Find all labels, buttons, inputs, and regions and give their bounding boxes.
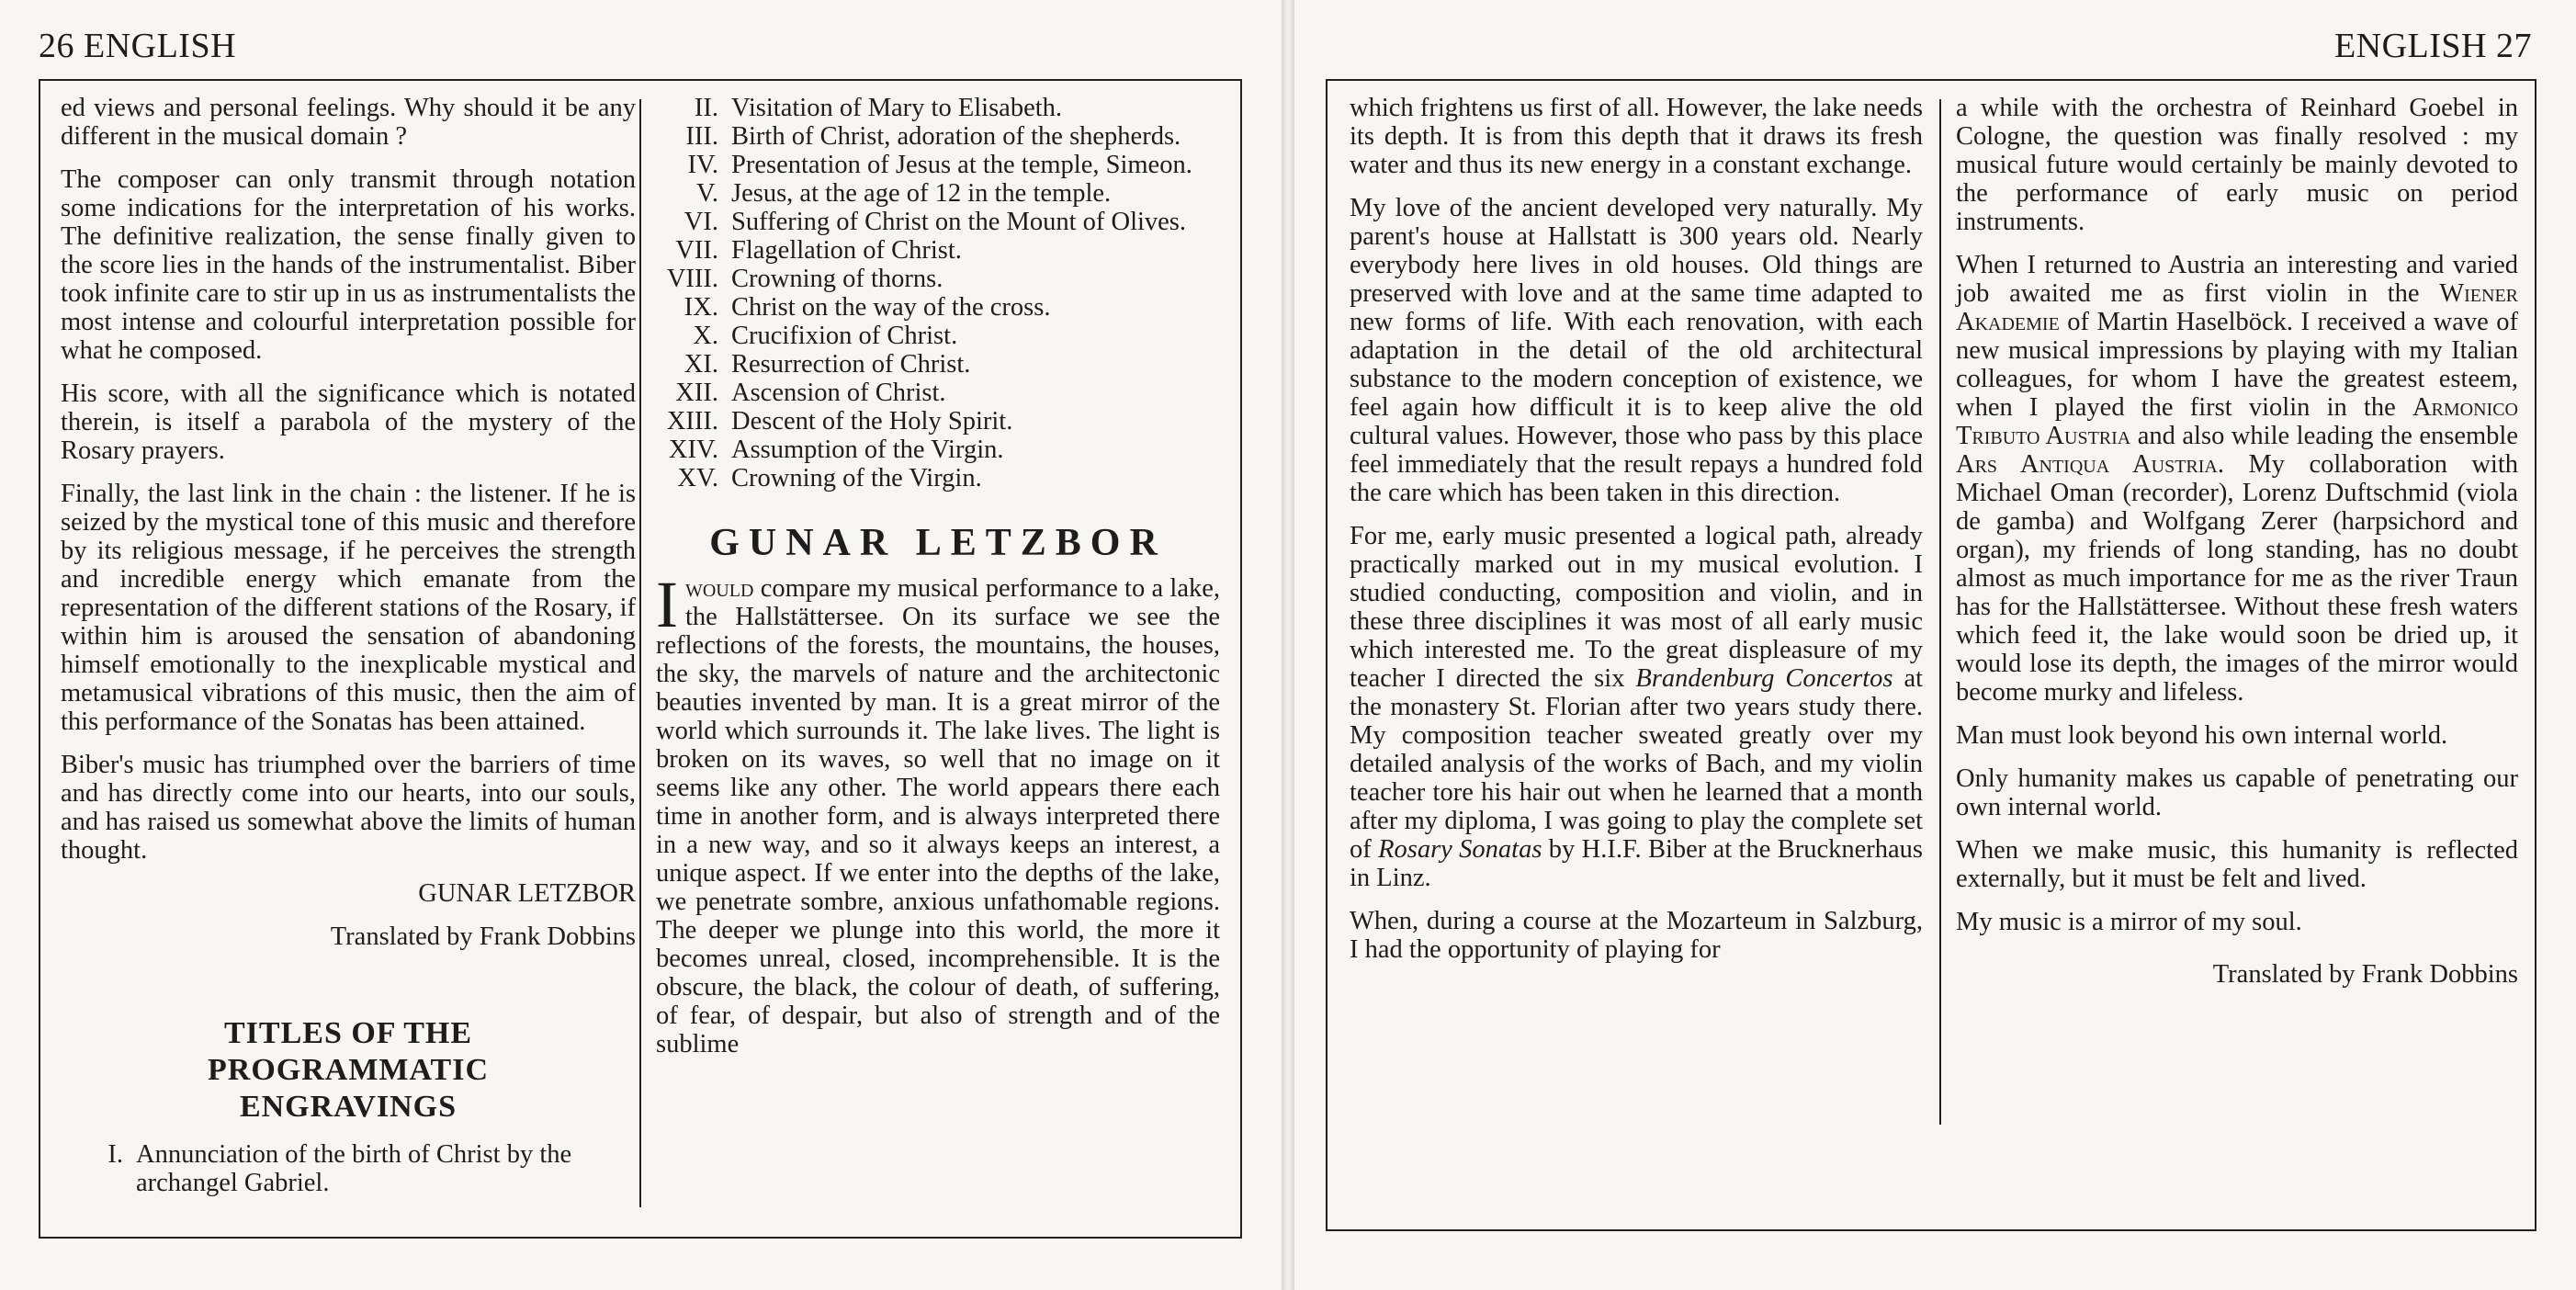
list-item <box>656 236 1220 265</box>
item-text: Christ on the way of the cross. <box>731 293 1051 322</box>
drop-cap: I <box>656 568 678 641</box>
list-item <box>656 122 1220 151</box>
list-item <box>656 293 1220 322</box>
item-text: Annunciation of the birth of Christ by the archangel Gabriel. <box>136 1140 572 1197</box>
item-number: VIII. <box>666 265 718 293</box>
item-number: V. <box>695 179 718 208</box>
right-column-1 <box>1350 94 1923 979</box>
text-run: at the monastery St. Florian after two years study there. My composition teacher sweated greatly over my detailed analysis of the works of Bach, and my violin teacher tore his hair out when he learned that a month after my diploma, I was going to play the complete set of <box>1350 664 1924 864</box>
item-text: Jesus, at the age of 12 in the temple. <box>731 179 1112 208</box>
column-rule <box>1939 99 1941 1125</box>
book-gutter <box>1282 0 1294 1290</box>
item-number: III. <box>685 122 718 151</box>
item-number: IX. <box>684 293 718 322</box>
item-number: XI. <box>684 350 718 379</box>
left-column-1 <box>61 94 636 1197</box>
text-run: of Martin Haselböck. I received a wave of new musical impressions by playing with my Italian colleagues, for whom I have the greatest esteem, when I played the first violin in the <box>1956 308 2518 422</box>
list-item <box>656 208 1220 236</box>
item-number: II. <box>694 94 718 122</box>
item-number: XIII. <box>666 407 718 436</box>
essay-text: compare my musical performance to a lake, the Hallstättersee. On its surface we see the reflections of the forests, the mountains, the houses, the sky, the marvels of nature and the architectonic beauties invented by man. It is a great mirror of the world which surrounds it. The lake lives. The light is broken on its waves, so well that no image on it seems like any other. The world appears there each time in another form, and is always interpreted there in a new way, and so it always keeps an interest, a unique aspect. If we enter into the depths of the lake, we penetrate sombre, anxious unfathomable regions. The deeper we plunge into this world, the more it becomes unreal, closed, incomprehensible. It is the obscure, the black, the colour of death, of suffering, of fear, of despair, but also of strength and of the sublime <box>656 574 1221 1058</box>
item-number: VII. <box>675 236 718 265</box>
item-text: Presentation of Jesus at the temple, Simeon. <box>731 151 1192 179</box>
column-rule <box>639 99 641 1207</box>
paragraph: My music is a mirror of my soul. <box>1956 908 2302 936</box>
item-text: Crowning of thorns. <box>731 265 943 293</box>
paragraph: The composer can only transmit through notation some indications for the interpretation of his works. The definitive realization, the sense finally given to the score lies in the hands of the instrumentalist. Biber took infinite care to stir up in us as instrumentalists the most intense and colourful interpretation possible for what he composed. <box>61 165 636 365</box>
left-text-frame <box>39 79 1242 1239</box>
item-number: XIV. <box>668 436 718 464</box>
item-text: Assumption of the Virgin. <box>731 436 1004 464</box>
paragraph <box>1956 251 2518 707</box>
paragraph: Only humanity makes us capable of penetrating our own internal world. <box>1956 764 2518 821</box>
list-item <box>656 151 1220 179</box>
list-item <box>656 322 1220 350</box>
paragraph: When, during a course at the Mozarteum in Salzburg, I had the opportunity of playing for <box>1350 907 1923 964</box>
list-item <box>656 179 1220 208</box>
text-run: My collaboration with Michael Oman (recorder), Lorenz Duftschmid (viola de gamba) and Wolfgang Zerer (harpsichord and organ), my friends of long standing, has no doubt almost as much importance for me as the river Traun has for the Hallstättersee. Without these fresh waters which feed it, the lake would soon be dried up, it would lose its depth, the images of the mirror would become murky and lifeless. <box>1956 450 2518 707</box>
engravings-list <box>656 94 1220 492</box>
ensemble-name: Armonico Tributo Austria <box>1956 393 2518 450</box>
translator-credit: Translated by Frank Dobbins <box>2212 960 2518 989</box>
engravings-list <box>61 1140 636 1197</box>
item-number: VI. <box>684 208 718 236</box>
ensemble-name: Wiener Akademie <box>1956 279 2518 336</box>
essay-opening <box>656 568 1221 1058</box>
paragraph: Biber's music has triumphed over the barriers of time and has directly come into our hearts, into our souls, and has raised us somewhat above the limits of human thought. <box>61 751 636 865</box>
paragraph: Finally, the last link in the chain : the listener. If he is seized by the mystical tone of this music and therefore by its religious message, if he perceives the strength and incredible energy which emanate from the representation of the different stations of the Rosary, if within him is aroused the sensation of abandoning himself emotionally to the inexplicable mystical and metamusical vibrations of this music, then the aim of this performance of the Sonatas has been attained. <box>61 480 636 736</box>
ensemble-name: Ars Antiqua Austria. <box>1956 450 2224 479</box>
text-run: When I returned to Austria an interesting and varied job awaited me as first violin in the <box>1956 251 2518 308</box>
item-text: Crowning of the Virgin. <box>731 464 982 492</box>
right-column-2 <box>1956 94 2518 1003</box>
paragraph: a while with the orchestra of Reinhard Goebel in Cologne, the question was finally resolved : my musical future would certainly be mainly devoted to the performance of early music on period instruments. <box>1956 94 2518 236</box>
item-number: XV. <box>677 464 718 492</box>
work-title: Rosary Sonatas <box>1378 835 1542 864</box>
list-item <box>656 464 1220 492</box>
text-run: For me, early music presented a logical path, already practically marked out in my musical evolution. I studied conducting, composition and violin, and in these three disciplines it was most of all early music which interested me. To the great displeasure of my teacher I directed the six <box>1350 522 1923 693</box>
item-text: Flagellation of Christ. <box>731 236 962 265</box>
item-text: Suffering of Christ on the Mount of Olives. <box>731 208 1187 236</box>
paragraph: ed views and personal feelings. Why should it be any different in the musical domain ? <box>61 94 636 151</box>
page-header-right: ENGLISH 27 <box>2333 27 2532 65</box>
signature-name: GUNAR LETZBOR <box>418 879 636 908</box>
author-heading: GUNAR LETZBOR <box>709 522 1167 564</box>
page-header-left: 26 ENGLISH <box>39 27 237 65</box>
list-item <box>656 350 1220 379</box>
list-item <box>61 1140 636 1197</box>
left-column-2 <box>656 94 1220 1073</box>
list-item <box>656 265 1220 293</box>
paragraph: My love of the ancient developed very naturally. My parent's house at Hallstatt is 300 years old. Nearly everybody here lives in old houses. Old things are preserved with love and at the same time adapted to new forms of life. With each renovation, with each adaptation in the detail of the old architectural substance to the modern conception of existence, we feel again how difficult it is to keep alive the old cultural values. However, those who pass by this place feel immediately that the result repays a hundred fold the care which has been taken in this direction. <box>1350 194 1923 507</box>
paragraph: His score, with all the significance which is notated therein, is itself a parabola of the mystery of the Rosary prayers. <box>61 379 636 465</box>
item-text: Birth of Christ, adoration of the shepherds. <box>731 122 1181 151</box>
work-title: Brandenburg Concertos <box>1635 664 1893 693</box>
list-item <box>656 407 1220 436</box>
lead-in: would <box>684 574 754 603</box>
list-item <box>656 94 1220 122</box>
right-page <box>1294 0 2576 1290</box>
left-page <box>0 0 1282 1290</box>
item-number: I. <box>107 1140 123 1169</box>
item-text: Crucifixion of Christ. <box>731 322 958 350</box>
paragraph: Man must look beyond his own internal world. <box>1956 721 2448 750</box>
paragraph: When we make music, this humanity is reflected externally, but it must be felt and lived. <box>1956 836 2518 893</box>
text-run: by H.I.F. Biber at the Brucknerhaus in Linz. <box>1350 835 1923 892</box>
paragraph <box>1350 522 1923 892</box>
right-text-frame <box>1326 79 2536 1231</box>
item-number: IV. <box>687 151 718 179</box>
list-item <box>656 436 1220 464</box>
item-number: X. <box>693 322 718 350</box>
list-item <box>656 379 1220 407</box>
item-number: XII. <box>675 379 718 407</box>
section-heading: TITLES OF THE PROGRAMMATIC ENGRAVINGS <box>208 1016 489 1124</box>
text-run: and also while leading the ensemble <box>2137 422 2518 450</box>
item-text: Resurrection of Christ. <box>731 350 971 379</box>
translator-credit: Translated by Frank Dobbins <box>330 922 636 951</box>
paragraph: which frightens us first of all. However, the lake needs its depth. It is from this depth that it draws its fresh water and thus its new energy in a constant exchange. <box>1350 94 1923 179</box>
item-text: Visitation of Mary to Elisabeth. <box>731 94 1063 122</box>
item-text: Descent of the Holy Spirit. <box>731 407 1013 436</box>
item-text: Ascension of Christ. <box>731 379 946 407</box>
